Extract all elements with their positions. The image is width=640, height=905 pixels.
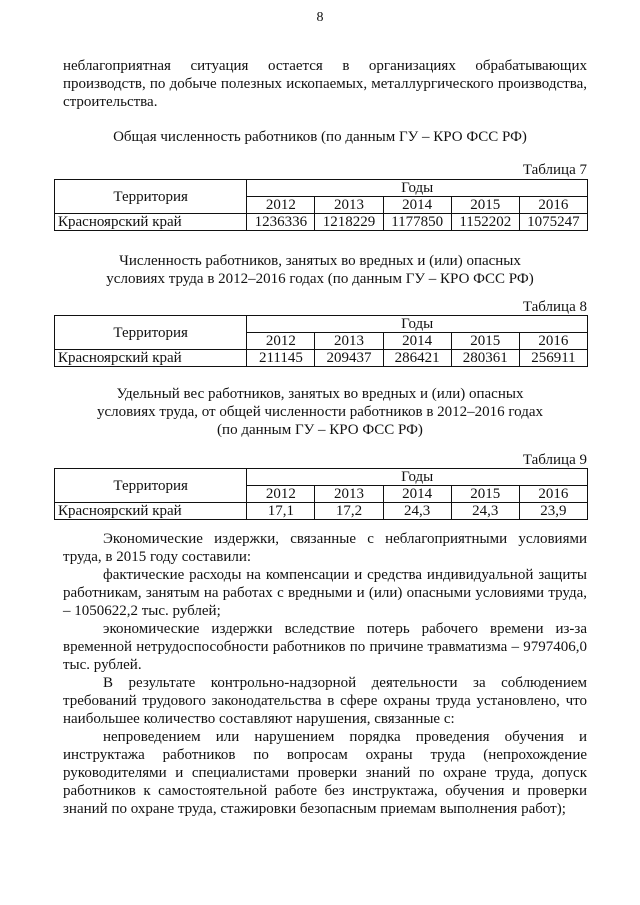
table-row	[55, 350, 588, 367]
value-cell: 17,2	[315, 503, 383, 520]
paragraph-compensation: фактические расходы на компенсации и средства индивидуальной защиты работникам, занятым на работах с вредными и (или) опасными условиями труда, – 1050622,2 тыс. рублей;	[63, 567, 587, 619]
region-cell: Красноярский край	[55, 350, 247, 367]
year-cell: 2012	[247, 333, 315, 350]
table-9-heading-line1: Удельный вес работников, занятых во вредных и (или) опасных	[116, 386, 524, 402]
table-header-row	[55, 469, 588, 486]
table-9	[54, 468, 588, 520]
value-cell: 17,1	[247, 503, 315, 520]
region-cell: Красноярский край	[55, 214, 247, 231]
paragraph-economic-costs: Экономические издержки, связанные с неблагоприятными условиями труда, в 2015 году составили:	[63, 531, 587, 565]
value-cell: 23,9	[519, 503, 587, 520]
value-cell: 211145	[247, 350, 315, 367]
year-cell: 2016	[519, 486, 587, 503]
years-header: Годы	[247, 469, 588, 486]
years-header: Годы	[247, 316, 588, 333]
year-cell: 2013	[315, 333, 383, 350]
table-8-heading-line2: условиях труда в 2012–2016 годах (по данным ГУ – КРО ФСС РФ)	[106, 271, 534, 287]
value-cell: 24,3	[383, 503, 451, 520]
paragraph-training-violations: непроведением или нарушением порядка проведения обучения и инструктажа работников по вопросам охраны труда (непрохождение руководителями и специалистами проверки знаний по охране труда, допуск работников к самостоятельной работе без инструктажа, обучения и проверки знаний по охране труда, стажировки безопасным приемам выполнения работ);	[63, 729, 587, 817]
year-cell: 2015	[451, 486, 519, 503]
value-cell: 209437	[315, 350, 383, 367]
table-header-row	[55, 316, 588, 333]
table-9-heading-line3: (по данным ГУ – КРО ФСС РФ)	[217, 422, 423, 438]
region-cell: Красноярский край	[55, 503, 247, 520]
value-cell: 1236336	[247, 214, 315, 231]
year-cell: 2014	[383, 197, 451, 214]
territory-header: Территория	[55, 180, 247, 214]
value-cell: 1177850	[383, 214, 451, 231]
table-row	[55, 214, 588, 231]
year-cell: 2012	[247, 486, 315, 503]
year-cell: 2016	[519, 197, 587, 214]
year-cell: 2013	[315, 197, 383, 214]
table-7-heading: Общая численность работников (по данным ГУ – КРО ФСС РФ)	[113, 129, 527, 145]
territory-header: Территория	[55, 316, 247, 350]
table-9-label: Таблица 9	[522, 452, 587, 468]
year-cell: 2013	[315, 486, 383, 503]
year-cell: 2014	[383, 333, 451, 350]
value-cell: 1075247	[519, 214, 587, 231]
value-cell: 256911	[519, 350, 587, 367]
table-9-heading-line2: условиях труда, от общей численности работников в 2012–2016 годах	[96, 404, 544, 420]
value-cell: 24,3	[451, 503, 519, 520]
table-8-heading-line1: Численность работников, занятых во вредных и (или) опасных	[119, 253, 521, 269]
paragraph-inspection-results: В результате контрольно-надзорной деятельности за соблюдением требований трудового законодательства в сфере охраны труда установлено, что наибольшее количество составляют нарушения, связанные с:	[63, 675, 587, 727]
year-cell: 2016	[519, 333, 587, 350]
paragraph-time-losses: экономические издержки вследствие потерь рабочего времени из-за временной нетрудоспособности работников по причине травматизма – 9797406,0 тыс. рублей.	[63, 621, 587, 673]
table-row	[55, 503, 588, 520]
year-cell: 2012	[247, 197, 315, 214]
table-7	[54, 179, 588, 231]
years-header: Годы	[247, 180, 588, 197]
table-7-label: Таблица 7	[522, 162, 587, 178]
year-cell: 2015	[451, 197, 519, 214]
table-8-label: Таблица 8	[522, 299, 587, 315]
page-number: 8	[316, 10, 324, 25]
year-cell: 2014	[383, 486, 451, 503]
intro-paragraph: неблагоприятная ситуация остается в организациях обрабатывающих производств, по добыче полезных ископаемых, металлургического производства, строительства.	[63, 58, 587, 110]
table-header-row	[55, 180, 588, 197]
year-cell: 2015	[451, 333, 519, 350]
table-8	[54, 315, 588, 367]
territory-header: Территория	[55, 469, 247, 503]
value-cell: 1218229	[315, 214, 383, 231]
value-cell: 1152202	[451, 214, 519, 231]
value-cell: 280361	[451, 350, 519, 367]
value-cell: 286421	[383, 350, 451, 367]
